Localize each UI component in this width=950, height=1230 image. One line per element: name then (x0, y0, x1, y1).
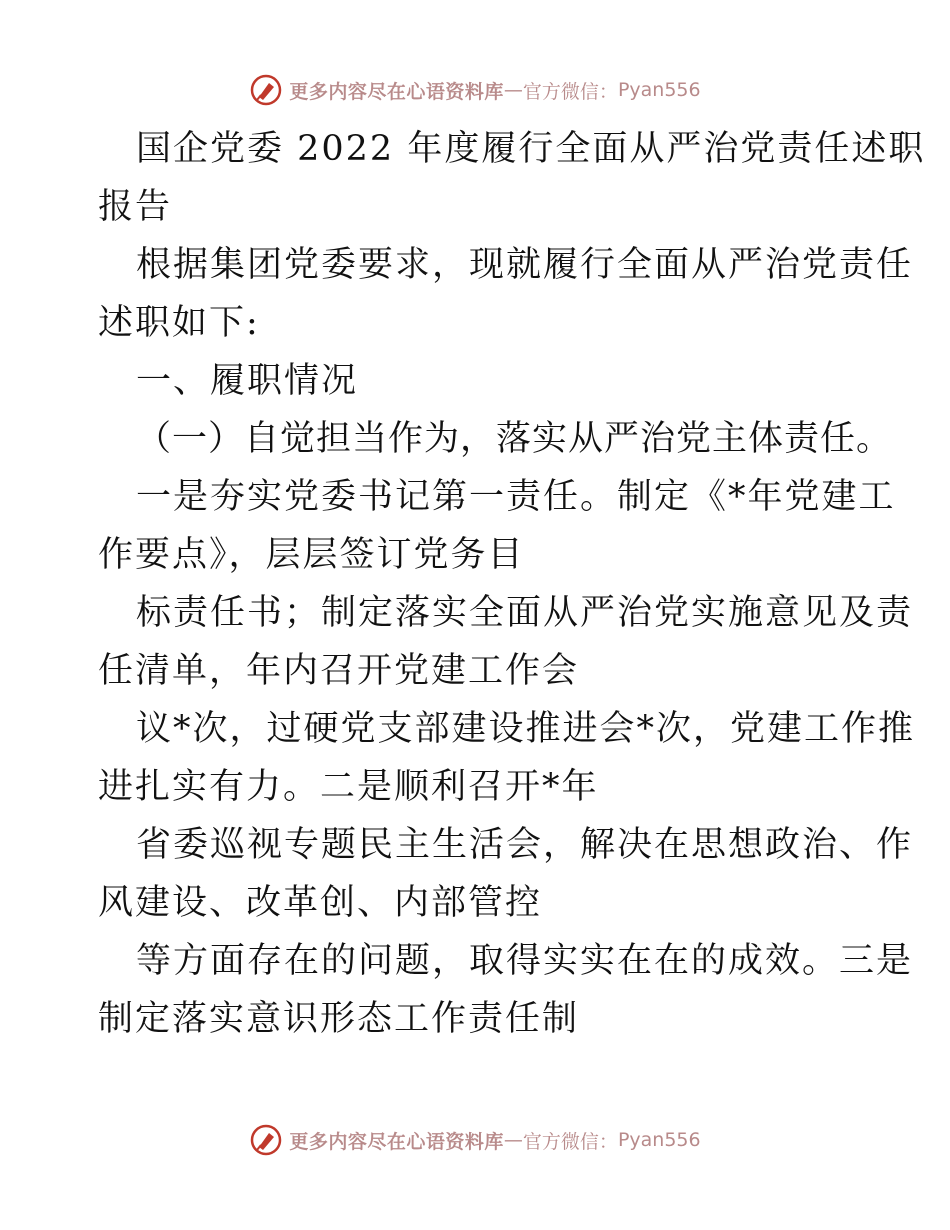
pen-nib-logo-icon (249, 1123, 283, 1157)
watermark-account: Pyan556 (617, 79, 701, 101)
watermark-banner-top (0, 70, 950, 110)
watermark-wechat-label: 官方微信： (522, 80, 618, 103)
watermark-site-name: 更多内容尽在心语资料库 (289, 80, 504, 103)
paragraph-line: 等方面存在的问题，取得实实在在的成效。三是 (136, 941, 914, 981)
paragraph-line: 述职如下: (98, 303, 260, 343)
paragraph-line: 进扎实有力。二是顺利召开*年 (98, 767, 599, 807)
paragraph-line: 风建设、改革创、内部管控 (98, 883, 543, 923)
subsection-heading: （一）自觉担当作为，落实从严治党主体责任。 (136, 419, 893, 459)
pen-nib-logo-icon (249, 73, 283, 107)
watermark-site-name: 更多内容尽在心语资料库 (289, 1130, 504, 1153)
paragraph-line: 根据集团党委要求，现就履行全面从严治党责任 (136, 245, 914, 285)
paragraph-line: 制定落实意识形态工作责任制 (98, 999, 580, 1039)
document-body (98, 120, 926, 1048)
document-title-line-2: 报告 (98, 187, 173, 227)
paragraph-line: 作要点》，层层签订党务目 (98, 535, 525, 575)
document-title-line-1: 国企党委 2022 年度履行全面从严治党责任述职 (136, 129, 926, 169)
paragraph-line: 议*次，过硬党支部建设推进会*次，党建工作推 (136, 709, 916, 749)
paragraph-line: 任清单，年内召开党建工作会 (98, 651, 580, 691)
section-heading: 一、履职情况 (136, 361, 359, 401)
watermark-account: Pyan556 (617, 1129, 701, 1151)
watermark-wechat-label: 官方微信： (522, 1130, 618, 1153)
paragraph-line: 标责任书；制定落实全面从严治党实施意见及责 (136, 593, 914, 633)
paragraph-line: 一是夯实党委书记第一责任。制定《*年党建工 (136, 477, 896, 517)
watermark-separator: — (503, 79, 523, 101)
paragraph-line: 省委巡视专题民主生活会，解决在思想政治、作 (136, 825, 914, 865)
watermark-separator: — (503, 1129, 523, 1151)
watermark-banner-bottom (0, 1120, 950, 1160)
